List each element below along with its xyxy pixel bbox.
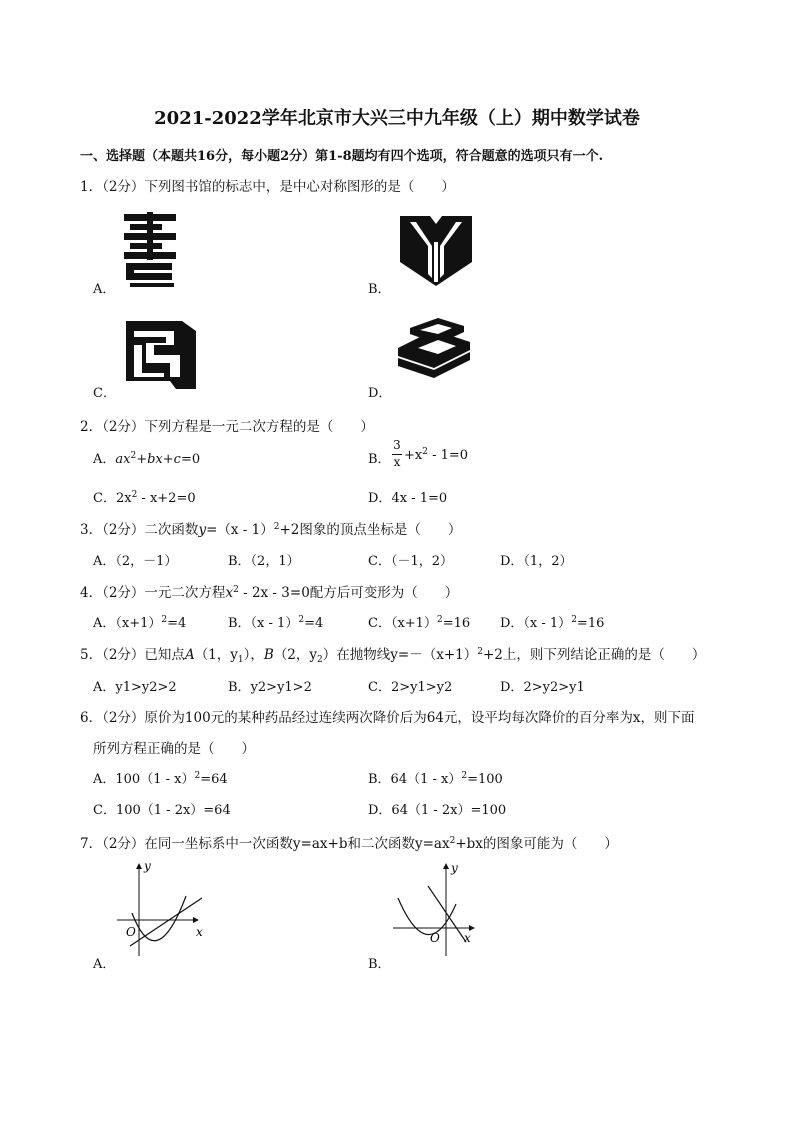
parabola-curve (398, 898, 456, 935)
x-axis-label: x (196, 925, 203, 939)
question-4: 4．（2分）一元二次方程$x^2 - 2x - 3=0$配方后可变形为（ ） (80, 585, 459, 601)
linear-line (130, 898, 202, 946)
origin-label: O (126, 925, 136, 939)
y-axis-label: y (144, 859, 151, 873)
q1-option-a-label: A． (93, 282, 116, 297)
q1-option-d-label: D． (368, 386, 392, 401)
q6-option-b: B．64（1 - x）$^2$=100 (368, 771, 503, 787)
q3-option-a: A．（2，－1） (93, 554, 178, 569)
parabola-curve (132, 896, 186, 941)
question-stem: （2分）下列图书馆的标志中，是中心对称图形的是（ ） (102, 179, 455, 195)
q2-option-b: B． (368, 452, 391, 467)
origin-label: O (430, 931, 440, 945)
q3-option-d: D．（1，2） (500, 554, 573, 569)
q1-option-b-label: B． (368, 282, 391, 297)
q6-option-a: A．100（1 - x）$^2$=64 (93, 771, 228, 787)
q4-option-b: B．（x - 1）$^2$=4 (228, 615, 324, 631)
q6-option-d: D．64（1 - 2x）=100 (368, 803, 507, 818)
x-axis-label: x (464, 931, 471, 945)
q4-option-d: D．（x - 1）$^2$=16 (500, 615, 605, 631)
q3-option-c: C．（－1，2） (368, 554, 453, 569)
q2-option-d: D．4x - 1=0 (368, 491, 448, 506)
question-5: 5．（2分）已知点A（1，$y_1$），B（2，$y_2$）在抛物线$y=-(x+1)^2+2$上，则下列结论正确的是（ ） (80, 647, 706, 665)
q7-option-b-label: B． (368, 957, 391, 972)
q7-graph-a (112, 858, 222, 958)
page-title: 2021-2022学年北京市大兴三中九年级（上）期中数学试卷 (154, 108, 640, 129)
question-6-line2: 所列方程正确的是（ ） (93, 741, 255, 757)
q3-option-b: B．（2，1） (228, 554, 300, 569)
y-axis-label: y (451, 861, 458, 875)
q6-option-c: C．100（1 - 2x）=64 (93, 803, 231, 818)
q5-option-a: A．y1>y2>2 (93, 680, 177, 695)
q5-option-d: D．2>y2>y1 (500, 680, 585, 695)
library-logo-d-image (394, 318, 476, 378)
q2-option-b-rest: $+x^2 - 1=0$ (404, 447, 469, 463)
q5-option-c: C．2>y1>y2 (368, 680, 453, 695)
library-logo-b-image (396, 212, 476, 288)
q2-option-c: C．$2x^2 - x+2=0$ (93, 490, 196, 506)
library-logo-c-image (120, 315, 200, 393)
q7-option-a-label: A． (93, 957, 116, 972)
question-6-line1: 6．（2分）原价为100元的某种药品经过连续两次降价后为64元，设平均每次降价的百分率为x，则下面 (80, 710, 695, 726)
question-1 (80, 175, 455, 195)
q5-option-b: B．y2>y1>2 (228, 680, 312, 695)
section-heading: 一、选择题（本题共16分，每小题2分）第1-8题均有四个选项，符合题意的选项只有一个. (80, 149, 604, 164)
question-number: 1． (80, 179, 103, 195)
question-7: 7．（2分）在同一坐标系中一次函数y=ax+b和二次函数$y=ax^2+bx$的图象可能为（ ） (80, 836, 618, 852)
q2-option-a: A．$ax^2+bx+c=0$ (93, 451, 201, 467)
question-3: 3．（2分）二次函数y=（x - 1）$^2$+2图象的顶点坐标是（ ） (80, 522, 462, 538)
question-2: 2．（2分）下列方程是一元二次方程的是（ ） (80, 419, 374, 435)
q4-option-c: C．$(x+1)^2=16$ (368, 615, 471, 631)
q1-option-c-label: C． (93, 386, 116, 401)
library-logo-a-image (120, 210, 180, 290)
q4-option-a: A．$(x+1)^2=4$ (93, 615, 187, 631)
q7-graph-b (388, 858, 498, 958)
